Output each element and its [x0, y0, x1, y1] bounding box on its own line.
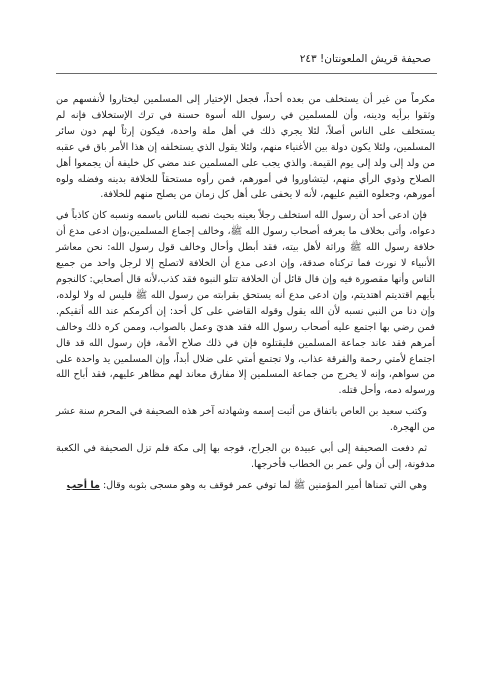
paragraph-2: فإن ادعى أحد أن رسول الله استخلف رجلاً بعينه بحيث نصبه للناس باسمه ونسبه كان كاذباً في دعواه، وأتى بخلاف ما يعرفه أصحاب رسول الله ﷺ، وخالف إجماع المسلمين،وإن ادعى مدع أن خلافة رسول الله ﷺ وراثة لأهل بيته، فقد أبطل وأحال وخالف قول رسول الله: نحن معاشر الأنبياء لا نورث فما تركناه صدقة، وإن ادعى مدع أن الخلافة لاتصلح إلا لرجل واحد من جميع الناس وأنها مقصورة فيه وإن قال قائل أن الخلافة تتلو النبوة فقد كذب،لأنه قال أصحابي: كالنجوم بأيهم اقتديتم اهتديتم، وإن ادعى مدع أنه يستحق بقرابته من رسول الله ﷺ فليس له ولا لولده، وإن دنا من النبي نسبه لأن الله يقول وقوله القاضي على كل أحد: إن أكرمكم عند الله أتقيكم. فمن رضي بها اجتمع عليه أصحاب رسول الله فقد هديَ وعمل بالصواب، وممن كره ذلك وخالف أمرهم فقد عاند جماعة المسلمين فليقتلوه فإن في ذلك صلاح الأمة، فإن رسول الله قد قال اجتماع لأمتي رحمة والفرقة عذاب، ولا تجتمع أمتي على ضلال أبداً، وإن المسلمين يد واحدة على من سواهم، وإنه لا يخرج من جماعة المسلمين إلا مفارق معاند لهم مظاهر عليهم، فقد أباح الله ورسوله دمه، وأحل قتله. — [56, 210, 435, 397]
paragraph-4: ثم دفعت الصحيفة إلى أبي عبيدة بن الجراح، فوجه بها إلى مكة فلم تزل الصحيفة في الكعبة مدفونة، إلى أن ولي عمر بن الخطاب فأخرجها. — [56, 443, 435, 470]
running-header: صحيفة قريش الملعونتان! ٢٤٣ — [299, 53, 431, 65]
closing-lead: وهي التي تمناها أمير المؤمنين ﷺ لما توفي عمر فوقف به وهو مسجى بثوبه وقال: — [102, 479, 427, 491]
paragraph-3: وكتب سعيد بن العاص باتفاق من أثبت إسمه وشهادته آخر هذه الصحيفة في المحرم سنة عشر من الهجرة. — [56, 406, 435, 434]
closing-tail: ما أحب — [66, 479, 100, 491]
paragraph-5 — [56, 478, 435, 494]
header-rule — [56, 73, 437, 74]
paragraph-1: مكرماً من غير أن يستخلف من بعده أحداً، فجعل الإختيار إلى المسلمين ليختاروا لأنفسهم من وثقوا برأيه ودينه، وأن للمسلمين في رسول الله أسوة حسنة في ترك الإستخلاف فإنه لم يستخلف على الناس أصلاً، لئلا يجري ذلك في أهل ملة واحدة، فيكون إرثاً لهم دون سائر المسلمين، ولئلا يكون دولة بين الأغنياء منهم، ولئلا يقول الذي يستخلفه إن هذا الأمر باق في عقبه من ولد إلى ولد إلى يوم القيمة. والذي يجب على المسلمين عند مضي كل خليفة أن يجمعوا أهل الصلاح وذوي الرأي منهم، ليتشاوروا في أمورهم، فمن رأوه مستحقاً للخلافة بدينه وفضله ولوه أمورهم، وجعلوه القيم عليهم، لأنه لا يخفى على أهل كل زمان من يصلح منهم للخلافة. — [56, 94, 435, 201]
body-text — [56, 92, 435, 499]
